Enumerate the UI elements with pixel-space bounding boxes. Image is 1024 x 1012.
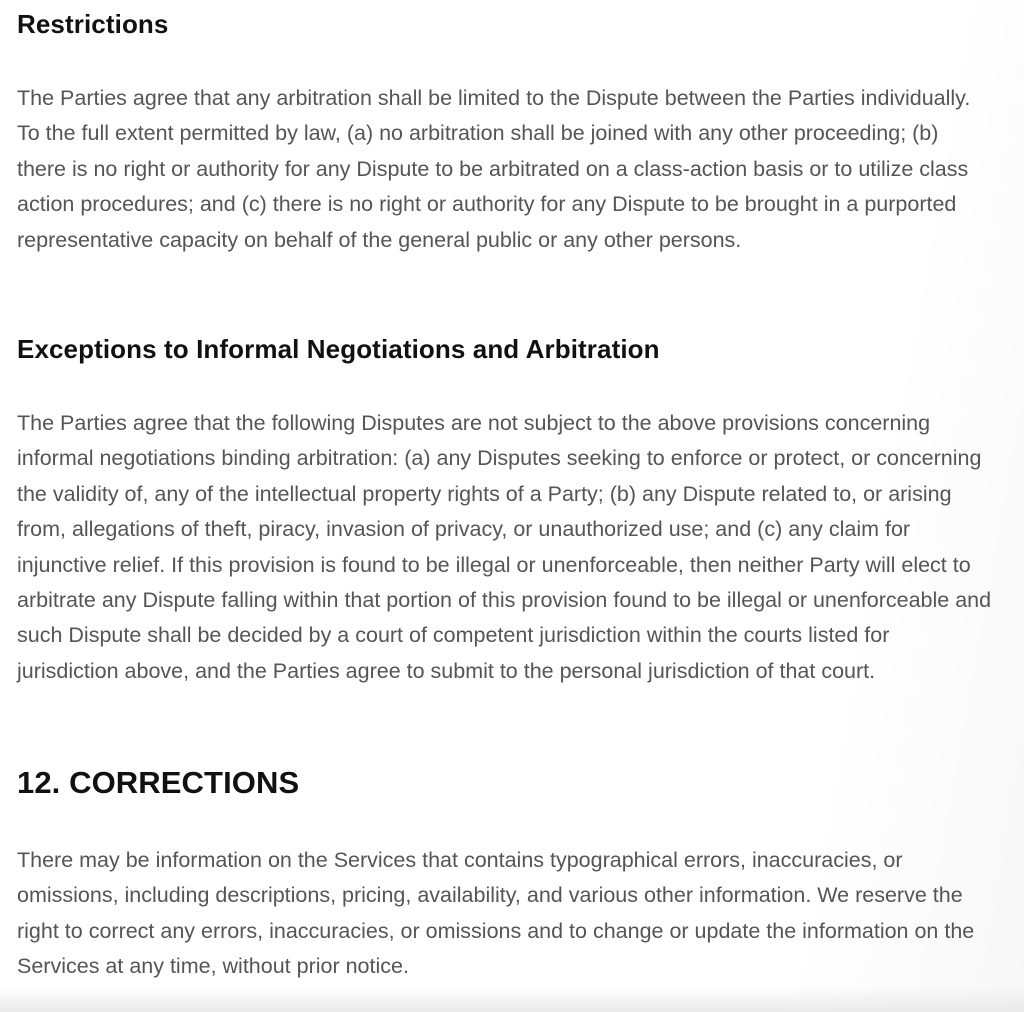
section-body-corrections: There may be information on the Services that contains typographical errors, inaccuracies, or omissions, including descriptions, pricing, availability, and various other information. We reserve the right to correct any errors, inaccuracies, or omissions and to change or update the information on the Services at any time, without prior notice. (17, 848, 975, 979)
section-heading-exceptions: Exceptions to Informal Negotiations and Arbitration (17, 334, 660, 364)
bottom-fade (0, 986, 1024, 1012)
section-heading-restrictions: Restrictions (17, 9, 169, 39)
section-body-restrictions: The Parties agree that any arbitration shall be limited to the Dispute between the Parties individually. To the full extent permitted by law, (a) no arbitration shall be joined with any other proceeding; (b) there is no right or authority for any Dispute to be arbitrated on a class-action basis or to utilize class action procedures; and (c) there is no right or authority for any Dispute to be brought in a purported representative capacity on behalf of the general public or any other persons. (17, 86, 971, 252)
section-body-exceptions: The Parties agree that the following Disputes are not subject to the above provisions concerning informal negotiations binding arbitration: (a) any Disputes seeking to enforce or protect, or concerning the validity of, any of the intellectual property rights of a Party; (b) any Dispute related to, or arising from, allegations of theft, piracy, invasion of privacy, or unauthorized use; and (c) any claim for injunctive relief. If this provision is found to be illegal or unenforceable, then neither Party will elect to arbitrate any Dispute falling within that portion of this provision found to be illegal or unenforceable and such Dispute shall be decided by a court of competent jurisdiction within the courts listed for jurisdiction above, and the Parties agree to submit to the personal jurisdiction of that court. (17, 411, 992, 683)
section-heading-corrections: 12. CORRECTIONS (17, 765, 300, 800)
